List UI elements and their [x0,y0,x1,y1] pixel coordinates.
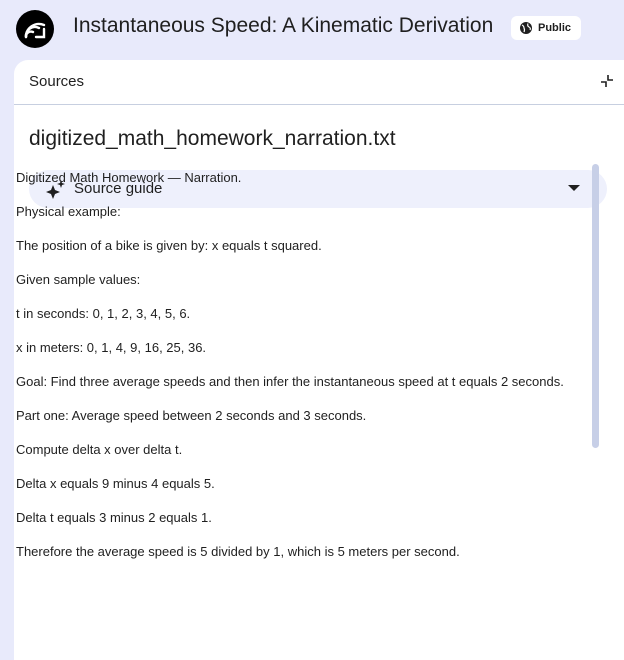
source-file-name: digitized_math_homework_narration.txt [29,127,396,150]
text-paragraph: Part one: Average speed between 2 seconds and 3 seconds. [16,408,367,423]
app-header [0,0,624,58]
source-guide-label: Source guide [74,180,163,197]
text-paragraph: Delta x equals 9 minus 4 equals 5. [16,476,215,491]
source-text-content [16,166,576,600]
page-title: Instantaneous Speed: A Kinematic Derivation [73,14,494,37]
notebook-logo-icon[interactable] [16,10,54,48]
sources-panel-header [14,60,624,105]
text-paragraph: Given sample values: [16,272,141,287]
text-paragraph: The position of a bike is given by: x equals t squared. [16,238,322,253]
content-scrollbar[interactable] [592,164,599,448]
text-paragraph: Digitized Math Homework — Narration. [16,170,242,185]
text-paragraph: t in seconds: 0, 1, 2, 3, 4, 5, 6. [16,306,191,321]
public-share-button[interactable] [511,16,581,40]
sources-heading: Sources [29,73,85,90]
globe-icon [519,21,533,35]
text-paragraph: Compute delta x over delta t. [16,442,183,457]
text-paragraph: Physical example: [16,204,121,219]
public-label: Public [538,22,572,34]
text-paragraph: Goal: Find three average speeds and then infer the instantaneous speed at t equals 2 seconds. [16,374,564,389]
collapse-icon[interactable] [600,74,614,88]
text-paragraph: Delta t equals 3 minus 2 equals 1. [16,510,212,525]
text-paragraph: x in meters: 0, 1, 4, 9, 16, 25, 36. [16,340,207,355]
text-paragraph: Therefore the average speed is 5 divided by 1, which is 5 meters per second. [16,544,460,559]
